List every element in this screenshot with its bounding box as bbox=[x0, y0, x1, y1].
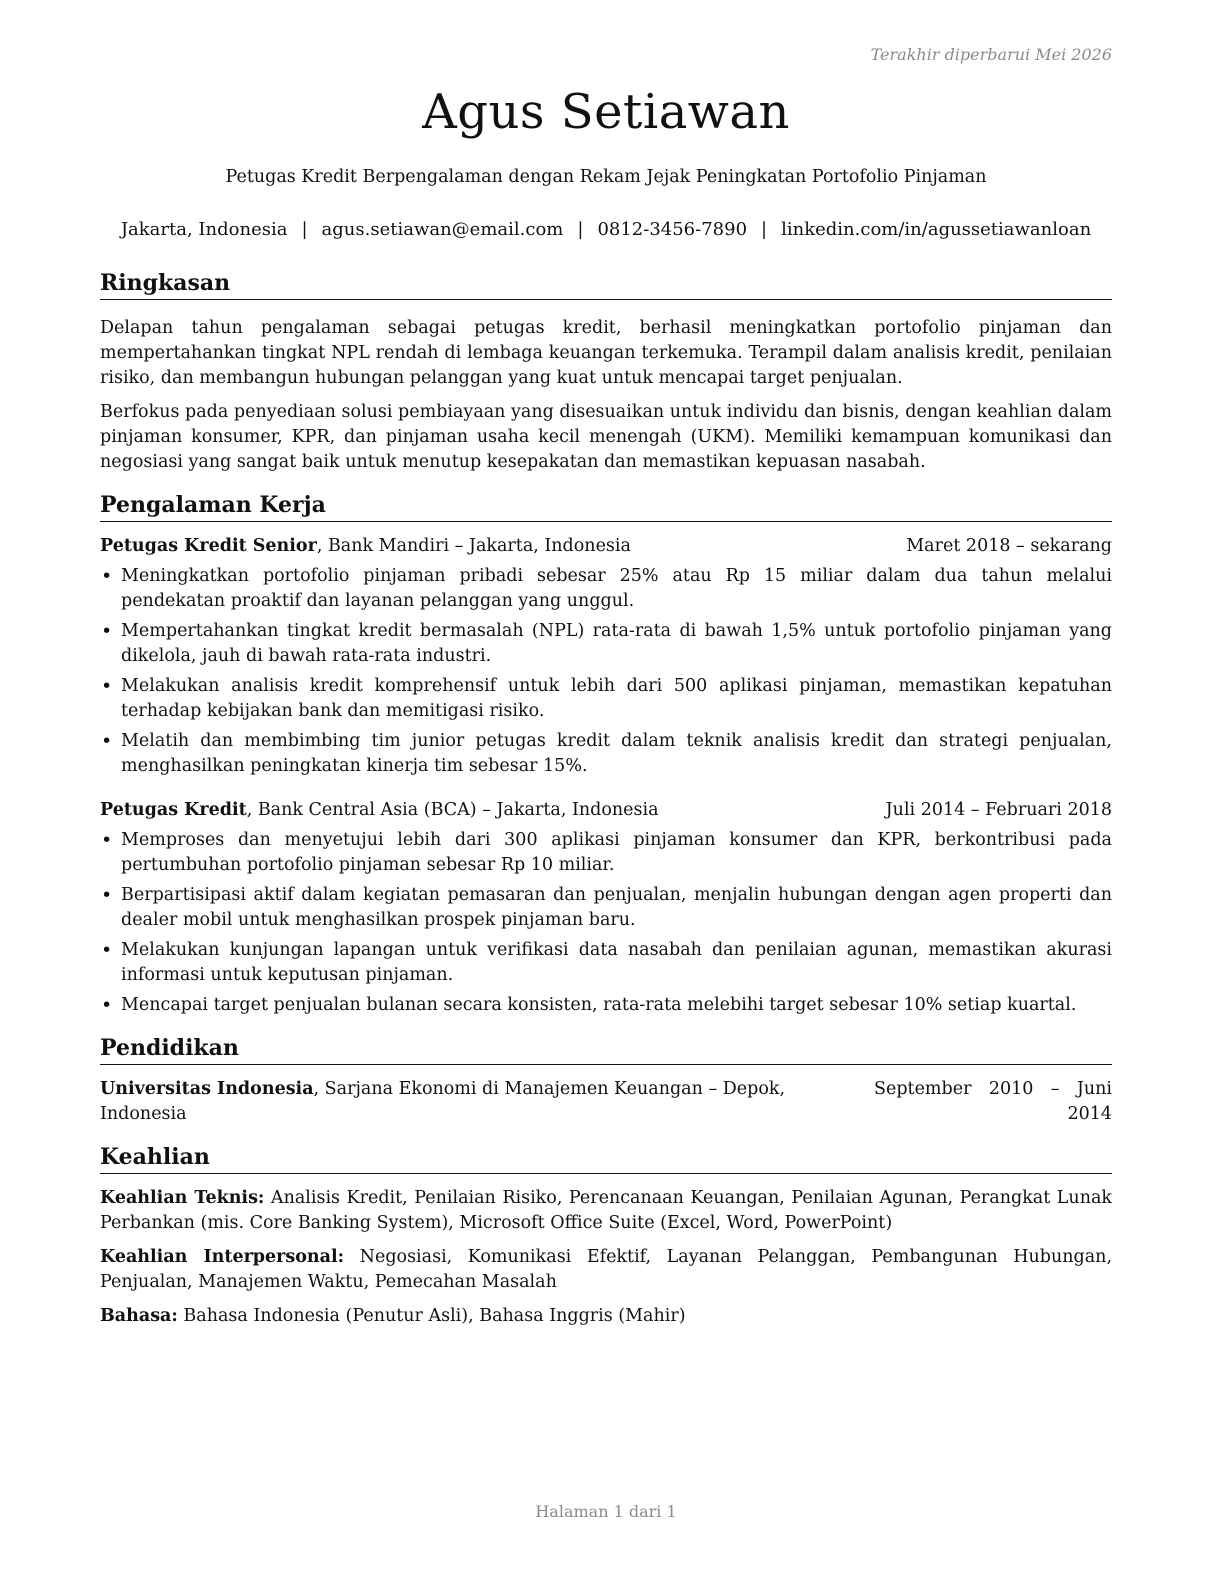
contact-separator: | bbox=[301, 219, 308, 240]
contact-linkedin[interactable]: linkedin.com/in/agussetiawanloan bbox=[781, 219, 1092, 240]
skill-label: Keahlian Teknis: bbox=[100, 1188, 265, 1208]
skill-value: Bahasa Indonesia (Penutur Asli), Bahasa Inggris (Mahir) bbox=[177, 1306, 686, 1326]
job-bullet: • Mempertahankan tingkat kredit bermasalah (NPL) rata-rata di bawah 1,5% untuk portofolio pinjaman yang dikelola, jauh di bawah rata-rata industri. bbox=[100, 619, 1112, 669]
page-number: Halaman 1 dari 1 bbox=[535, 1502, 677, 1521]
job-bullet: • Melakukan analisis kredit komprehensif untuk lebih dari 500 aplikasi pinjaman, memastikan kepatuhan terhadap kebijakan bank dan memitigasi risiko. bbox=[100, 674, 1112, 724]
section-title-skills: Keahlian bbox=[100, 1142, 1112, 1174]
section-title-experience: Pengalaman Kerja bbox=[100, 490, 1112, 522]
contact-location: Jakarta, Indonesia bbox=[120, 219, 288, 240]
skill-interpersonal bbox=[100, 1245, 1112, 1295]
skill-value: Negosiasi, Komunikasi Efektif, Layanan Pelanggan, Pembangunan Hubungan, Penjualan, Manajemen Waktu, Pemecahan Masalah bbox=[100, 1247, 1113, 1292]
contact-line bbox=[100, 219, 1112, 240]
job-org: , Bank Mandiri – Jakarta, Indonesia bbox=[316, 536, 631, 556]
job-dates: Maret 2018 – sekarang bbox=[906, 536, 1112, 556]
last-updated-note: Terakhir diperbarui Mei 2026 bbox=[870, 45, 1112, 64]
job-entry bbox=[100, 534, 1112, 779]
job-bullet: • Melatih dan membimbing tim junior petugas kredit dalam teknik analisis kredit dan strategi penjualan, menghasilkan peningkatan kinerja tim sebesar 15%. bbox=[100, 729, 1112, 779]
contact-phone[interactable]: 0812-3456-7890 bbox=[597, 219, 748, 240]
job-org: , Bank Central Asia (BCA) – Jakarta, Indonesia bbox=[246, 800, 659, 820]
job-title-line bbox=[100, 798, 659, 823]
job-bullet: • Memproses dan menyetujui lebih dari 300 aplikasi pinjaman konsumer dan KPR, berkontribusi pada pertumbuhan portofolio pinjaman sebesar Rp 10 miliar. bbox=[100, 828, 1112, 878]
job-role: Petugas Kredit bbox=[100, 800, 247, 820]
skill-label: Bahasa: bbox=[100, 1306, 178, 1326]
section-title-summary: Ringkasan bbox=[100, 268, 1112, 300]
job-header bbox=[100, 798, 1112, 823]
job-bullet: • Meningkatkan portofolio pinjaman pribadi sebesar 25% atau Rp 15 miliar dalam dua tahun melalui pendekatan proaktif dan layanan pelanggan yang unggul. bbox=[100, 564, 1112, 614]
contact-email[interactable]: agus.setiawan@email.com bbox=[321, 219, 564, 240]
summary-paragraph: Delapan tahun pengalaman sebagai petugas kredit, berhasil meningkatkan portofolio pinjaman dan mempertahankan tingkat NPL rendah di lembaga keuangan terkemuka. Terampil dalam analisis kredit, penilaian risiko, dan membangun hubungan pelanggan yang kuat untuk mencapai target penjualan. bbox=[100, 318, 1112, 388]
section-title-education: Pendidikan bbox=[100, 1033, 1112, 1065]
education-school: Universitas Indonesia bbox=[100, 1079, 314, 1099]
resume-content bbox=[100, 268, 1112, 1329]
job-role: Petugas Kredit Senior bbox=[100, 536, 317, 556]
job-dates: Juli 2014 – Februari 2018 bbox=[885, 800, 1112, 820]
contact-separator: | bbox=[577, 219, 584, 240]
job-header bbox=[100, 534, 1112, 559]
candidate-name: Agus Setiawan bbox=[422, 84, 790, 140]
job-entry bbox=[100, 798, 1112, 1018]
resume-page bbox=[100, 0, 1112, 1584]
education-entry bbox=[100, 1077, 1112, 1127]
job-bullet: • Melakukan kunjungan lapangan untuk verifikasi data nasabah dan penilaian agunan, memastikan akurasi informasi untuk keputusan pinjaman. bbox=[100, 938, 1112, 988]
education-school-line bbox=[100, 1077, 860, 1127]
job-bullets bbox=[100, 828, 1112, 1018]
contact-separator: | bbox=[761, 219, 768, 240]
summary-paragraph: Berfokus pada penyediaan solusi pembiayaan yang disesuaikan untuk individu dan bisnis, dengan keahlian dalam pinjaman konsumer, KPR, dan pinjaman usaha kecil menengah (UKM). Memiliki kemampuan komunikasi dan negosiasi yang sangat baik untuk menutup kesepakatan dan memastikan kepuasan nasabah. bbox=[100, 402, 1112, 472]
job-bullets bbox=[100, 564, 1112, 779]
job-title-line bbox=[100, 534, 631, 559]
job-bullet: • Mencapai target penjualan bulanan secara konsisten, rata-rata melebihi target sebesar 10% setiap kuartal. bbox=[100, 993, 1112, 1018]
education-degree: , Sarjana Ekonomi di Manajemen Keuangan – Depok, Indonesia bbox=[100, 1079, 786, 1124]
skill-technical bbox=[100, 1186, 1112, 1236]
skill-label: Keahlian Interpersonal: bbox=[100, 1247, 345, 1267]
candidate-headline: Petugas Kredit Berpengalaman dengan Rekam Jejak Peningkatan Portofolio Pinjaman bbox=[225, 167, 987, 187]
skill-value: Analisis Kredit, Penilaian Risiko, Perencanaan Keuangan, Penilaian Agunan, Perangkat Lunak Perbankan (mis. Core Banking System), Microsoft Office Suite (Excel, Word, PowerPoint) bbox=[100, 1188, 1112, 1233]
skill-languages bbox=[100, 1304, 1112, 1329]
job-bullet: • Berpartisipasi aktif dalam kegiatan pemasaran dan penjualan, menjalin hubungan dengan agen properti dan dealer mobil untuk menghasilkan prospek pinjaman baru. bbox=[100, 883, 1112, 933]
education-dates: September 2010 – Juni 2014 bbox=[874, 1079, 1112, 1124]
